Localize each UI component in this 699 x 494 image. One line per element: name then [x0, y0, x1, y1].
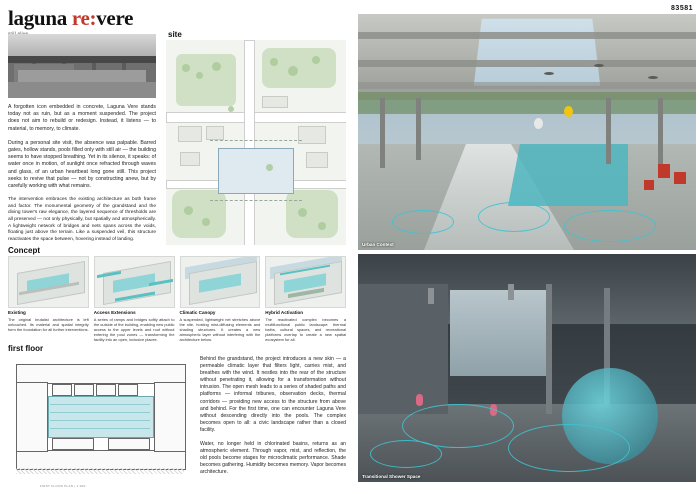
concept-caption-text: The reactivated complex becomes a multifunctional public landscape: thermal baths, cultural spaces, and recreational platforms overlap to create a new spatial ecosystem for all. — [265, 317, 346, 342]
concept-diagram-existing — [8, 256, 89, 308]
photo-ground — [8, 82, 156, 98]
concept-caption-text: A series of ramps and bridges softly attach to the outside of the building, enabling new public access to the upper levels and roof without entering the pool zones — transforming the facility into an open, inclusive placee. — [93, 317, 175, 342]
site-plan-drawing — [166, 40, 346, 245]
concept-caption-title: Access Extensions — [93, 310, 136, 315]
concept-diagram-climatic-canopy — [180, 256, 261, 308]
first-floor-paragraph-2: Water, no longer held in chlorinated basins, returns as an atmospheric element. Through vapor, mist, and reflection, the old pools become stages for microclimatic performance. Shade becomes gathering. Humidity becomes memory. Vapor becomes architecture. — [200, 441, 346, 476]
render-urban-context — [358, 14, 696, 250]
plan-credit: FIRST FLOOR PLAN | 1:200 — [40, 484, 86, 488]
first-floor-text-column — [200, 356, 346, 484]
logo-word-re: re — [71, 6, 90, 30]
concept-caption-title: Existing — [8, 310, 26, 315]
concept-caption-text: A suspended, lightweight net stretches above the site, hosting mist-diffusing elements and shading structures. It creates a new atmospheric layer without interfering with the architecture below. — [179, 317, 261, 342]
essay-column — [8, 104, 156, 250]
concept-caption-3 — [265, 310, 346, 342]
concept-caption-text: The original brutalist architecture is left untouched. Its material and spatial integrity form the foundation for all further interventions. — [8, 317, 89, 332]
teal-hose — [370, 440, 442, 468]
historic-photo — [8, 34, 156, 98]
concept-caption-row — [8, 310, 346, 342]
teal-hose — [508, 424, 630, 472]
window-opening — [450, 290, 546, 376]
sky-opening — [474, 19, 601, 86]
first-floor-plan-drawing — [8, 356, 194, 480]
teal-hose — [478, 202, 550, 232]
teal-hose — [564, 210, 656, 242]
first-floor-paragraph-1: Behind the grandstand, the project introduces a new skin — a permeable climatic layer that filters light, carries mist, and breathes with the wind. It nestles into the rear of the structure without penetrating it, allowing for a transformation without intrusion. The open mesh leads to a series of shaded paths and platforms — informal tribunes, observation decks, thermal corridors — providing new access to the structure from above and behind. For the first time, one can encounter Laguna Vere without descending directly into the pools. The complex becomes open to all: a civic landscape rather than a closed facility. — [200, 356, 346, 433]
white-balloon — [534, 118, 543, 129]
essay-paragraph-2: During a personal site visit, the absence was palpable. Barred gates, hollow stands, pools filled only with still air — the building seems to have stopped breathing. Yet in its silence, it speaks: of water once in motion, of sunlight once refracted through waves and glass, of an urban heartbeat long gone still. This project seeks to revive that pulse — not by constructing anew, but by carefully working with what remains. — [8, 139, 156, 190]
tree-line — [358, 92, 696, 114]
section-title-site: site — [168, 30, 182, 39]
concept-caption-title: Climatic Canopy — [179, 310, 216, 315]
yellow-balloon — [564, 106, 573, 117]
concept-diagram-row — [8, 256, 346, 306]
essay-paragraph-3: The intervention embraces the existing architecture as both frame and factor. The monumental geometry of the grandstand and the diving tower's raw elegance, the layered sequence of thresholds are all preserved — not only physically, but spatially and atmospherically. A lightweight network of bridges and nets spans across the voids, floating just above the terrain. Like a suspended veil, this structure reactivates the space between, hovering instead of landing. — [8, 197, 156, 242]
logo-wordmark — [8, 8, 158, 29]
section-title-concept: Concept — [8, 246, 40, 255]
concept-caption-2 — [180, 310, 261, 342]
red-chair — [674, 172, 686, 184]
teal-hose — [392, 210, 454, 234]
concept-caption-1 — [94, 310, 175, 342]
entry-code: 83581 — [671, 5, 693, 12]
concept-caption-title: Hybrid Activation — [265, 310, 304, 315]
section-title-first-floor: first floor — [8, 344, 44, 353]
red-chair — [658, 164, 670, 178]
render-caption: Transitional Shower Space — [362, 474, 421, 479]
red-chair — [644, 180, 654, 190]
left-wall — [358, 284, 448, 414]
render-transitional-shower-space — [358, 254, 696, 482]
concept-diagram-hybrid-activation — [265, 256, 346, 308]
logo-colon: : — [89, 6, 97, 30]
concept-diagram-access-extensions — [94, 256, 175, 308]
logo-word-vere: vere — [96, 6, 134, 30]
logo-word-laguna: laguna — [8, 6, 72, 30]
render-caption: Urban Context — [362, 242, 394, 247]
photo-slab — [8, 56, 156, 63]
essay-paragraph-1: A forgotten icon embedded in concrete, Laguna Vere stands today not as ruin, but as a moment suspended. The project does not aim to rebuild or redesign. Instead, it listens — to material, to memory, to climate. — [8, 104, 156, 132]
pink-lamp — [416, 394, 423, 406]
site-boundary — [218, 148, 294, 194]
concept-caption-0 — [8, 310, 89, 342]
